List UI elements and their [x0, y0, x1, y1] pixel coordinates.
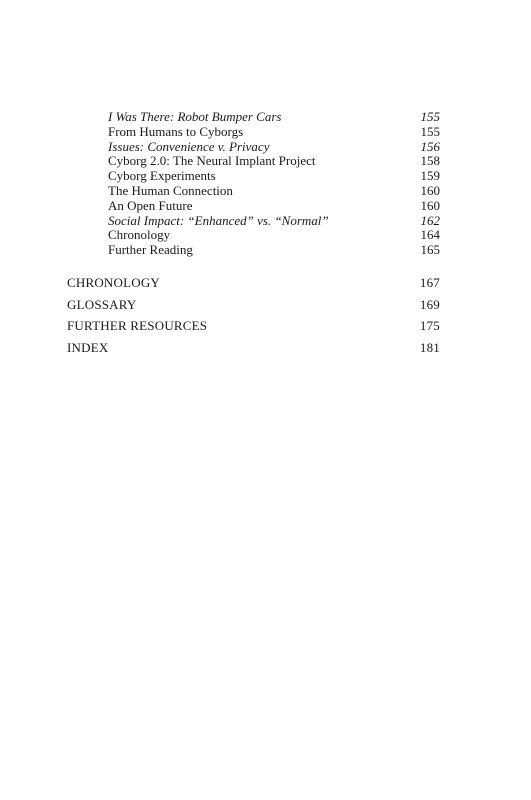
toc-main-entry — [67, 315, 440, 337]
toc-main-entry-title: GLOSSARY — [67, 296, 137, 312]
toc-subentry — [108, 184, 440, 199]
toc-subentry — [108, 169, 440, 184]
toc-subentry-page: 162 — [420, 212, 440, 228]
toc-subentry-title: An Open Future — [108, 197, 193, 213]
toc-subentry — [108, 199, 440, 214]
toc-main-entry-title: INDEX — [67, 339, 109, 355]
toc-subentry-page: 165 — [420, 242, 440, 258]
toc-subentry-page: 159 — [420, 168, 440, 184]
toc-subentry-page: 155 — [420, 109, 440, 124]
toc-subentry-title: Cyborg 2.0: The Neural Implant Project — [108, 153, 316, 169]
toc-subentry-title: From Humans to Cyborgs — [108, 123, 244, 139]
toc-subentry-page: 160 — [420, 182, 440, 198]
toc-subentry-title: I Was There: Robot Bumper Cars — [108, 109, 282, 124]
toc-subentry-title: Further Reading — [108, 242, 193, 258]
toc-subentry — [108, 228, 440, 243]
toc-subentry — [108, 110, 440, 125]
toc-main-entry-page: 181 — [419, 339, 440, 355]
toc-subentry-page: 164 — [420, 227, 440, 243]
toc-subentry-page: 156 — [420, 138, 440, 154]
toc-subentry-title: The Human Connection — [108, 182, 233, 198]
toc-main-entry — [67, 272, 440, 294]
toc-main-entry — [67, 337, 440, 359]
toc-main-entry-page: 175 — [419, 318, 440, 334]
toc-main-entry-page: 167 — [419, 275, 440, 290]
toc-main-entry-title: FURTHER RESOURCES — [67, 318, 208, 334]
toc-subentry-list — [108, 110, 440, 258]
toc-main-entry-title: CHRONOLOGY — [67, 275, 160, 290]
toc-subentry-title: Cyborg Experiments — [108, 168, 216, 184]
toc-subentry-title: Issues: Convenience v. Privacy — [108, 138, 270, 154]
toc-main-entry-page: 169 — [419, 296, 440, 312]
toc-subentry-title: Social Impact: “Enhanced” vs. “Normal” — [108, 212, 329, 228]
toc-main-entry-list — [67, 272, 440, 358]
toc-subentry — [108, 140, 440, 155]
toc-main-entry — [67, 294, 440, 316]
toc-subentry — [108, 154, 440, 169]
toc-subentry-page: 155 — [420, 123, 440, 139]
toc-subentry-page: 158 — [420, 153, 440, 169]
toc-subentry — [108, 125, 440, 140]
toc-subentry-title: Chronology — [108, 227, 171, 243]
toc-subentry-page: 160 — [420, 197, 440, 213]
toc-subentry — [108, 214, 440, 229]
toc-subentry — [108, 243, 440, 258]
